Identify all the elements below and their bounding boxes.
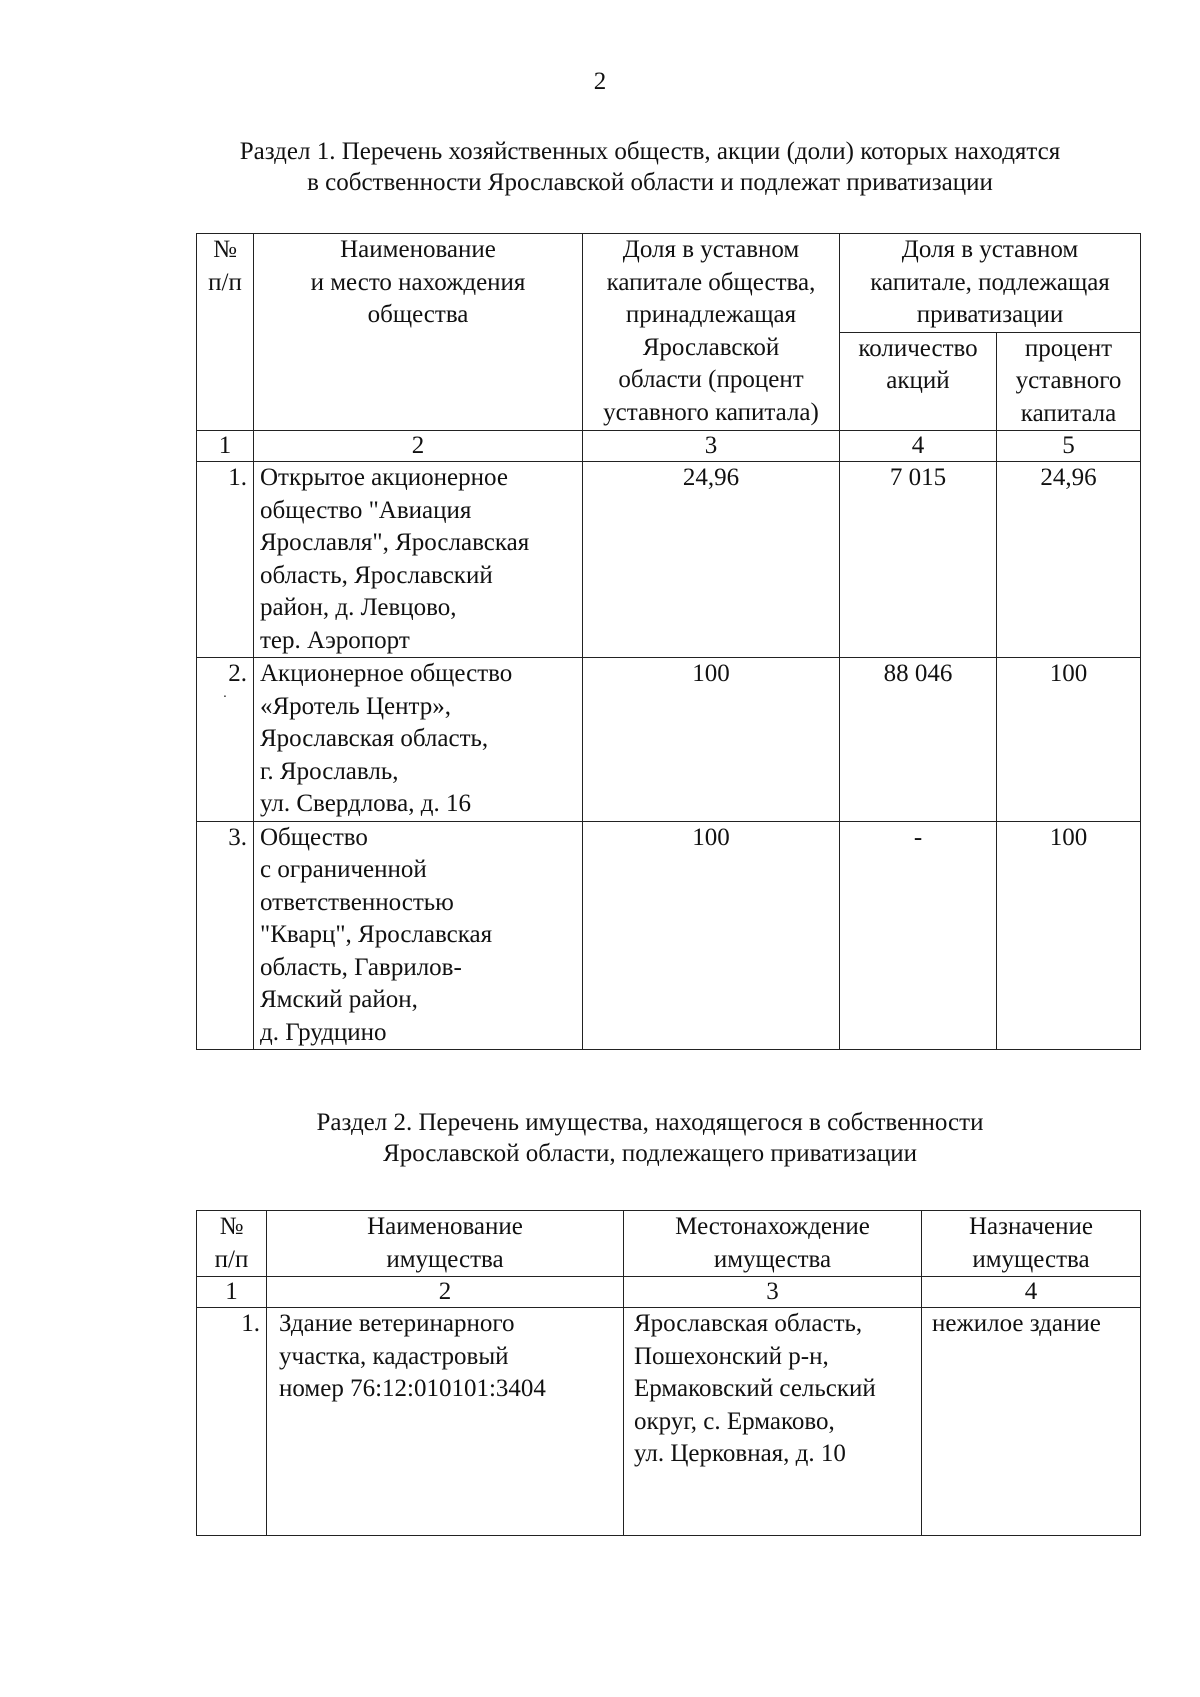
row-num: 1. bbox=[197, 462, 254, 658]
table-row bbox=[197, 462, 1141, 658]
column-number: 2 bbox=[254, 431, 583, 462]
header-capital-percent: процент уставного капитала bbox=[997, 332, 1141, 431]
shares-quantity: - bbox=[840, 821, 997, 1050]
column-number: 3 bbox=[624, 1277, 922, 1308]
section-2-title-line: Ярославской области, подлежащего приватизации bbox=[383, 1140, 917, 1167]
row-num: 3. bbox=[197, 821, 254, 1050]
company-name: Открытое акционерное общество "Авиация Ярославля", Ярославская область, Ярославский район, д. Левцово, тер. Аэропорт bbox=[254, 462, 583, 658]
property-purpose: нежилое здание bbox=[922, 1308, 1141, 1536]
section-2-title-line: Раздел 2. Перечень имущества, находящегося в собственности bbox=[316, 1109, 984, 1136]
scan-dot: · bbox=[222, 689, 228, 705]
region-share: 100 bbox=[583, 658, 840, 822]
table-header-row bbox=[197, 1211, 1141, 1277]
company-name: Акционерное общество «Яротель Центр», Ярославская область, г. Ярославль, ул. Свердлова, д. 16 bbox=[254, 658, 583, 822]
header-privatized-share: Доля в уставном капитале, подлежащая приватизации bbox=[840, 234, 1141, 333]
column-number-row bbox=[197, 431, 1141, 462]
property-table bbox=[196, 1210, 1141, 1536]
column-number-row bbox=[197, 1277, 1141, 1308]
header-region-share: Доля в уставном капитале общества, принадлежащая Ярославской области (процент уставного капитала) bbox=[583, 234, 840, 431]
header-num: № п/п bbox=[197, 234, 254, 431]
shares-quantity: 7 015 bbox=[840, 462, 997, 658]
region-share: 100 bbox=[583, 821, 840, 1050]
capital-percent: 100 bbox=[997, 658, 1141, 822]
company-name: Общество с ограниченной ответственностью "Кварц", Ярославская область, Гаврилов- Ямский район, д. Грудцино bbox=[254, 821, 583, 1050]
table-row bbox=[197, 658, 1141, 822]
header-num: № п/п bbox=[197, 1211, 267, 1277]
row-num: 1. bbox=[197, 1308, 267, 1536]
section-1-title bbox=[170, 136, 1130, 198]
table-row bbox=[197, 1308, 1141, 1536]
section-1-title-line: в собственности Ярославской области и подлежат приватизации bbox=[307, 169, 993, 196]
header-property-location: Местонахождение имущества bbox=[624, 1211, 922, 1277]
companies-table bbox=[196, 233, 1141, 1050]
column-number: 2 bbox=[267, 1277, 624, 1308]
property-name: Здание ветеринарного участка, кадастровый номер 76:12:010101:3404 bbox=[267, 1308, 624, 1536]
header-property-name: Наименование имущества bbox=[267, 1211, 624, 1277]
row-num: 2. · bbox=[197, 658, 254, 822]
column-number: 1 bbox=[197, 1277, 267, 1308]
region-share: 24,96 bbox=[583, 462, 840, 658]
header-property-purpose: Назначение имущества bbox=[922, 1211, 1141, 1277]
table-header-row bbox=[197, 234, 1141, 333]
column-number: 1 bbox=[197, 431, 254, 462]
table-row bbox=[197, 821, 1141, 1050]
section-2-title bbox=[170, 1107, 1130, 1169]
capital-percent: 100 bbox=[997, 821, 1141, 1050]
column-number: 4 bbox=[922, 1277, 1141, 1308]
column-number: 5 bbox=[997, 431, 1141, 462]
page-number: 2 bbox=[593, 68, 607, 95]
capital-percent: 24,96 bbox=[997, 462, 1141, 658]
section-1-title-line: Раздел 1. Перечень хозяйственных обществ, акции (доли) которых находятся bbox=[239, 138, 1061, 165]
shares-quantity: 88 046 bbox=[840, 658, 997, 822]
column-number: 4 bbox=[840, 431, 997, 462]
column-number: 3 bbox=[583, 431, 840, 462]
header-shares-quantity: количество акций bbox=[840, 332, 997, 431]
header-company-name: Наименование и место нахождения общества bbox=[254, 234, 583, 431]
property-location: Ярославская область, Пошехонский р-н, Ермаковский сельский округ, с. Ермаково, ул. Церковная, д. 10 bbox=[624, 1308, 922, 1536]
